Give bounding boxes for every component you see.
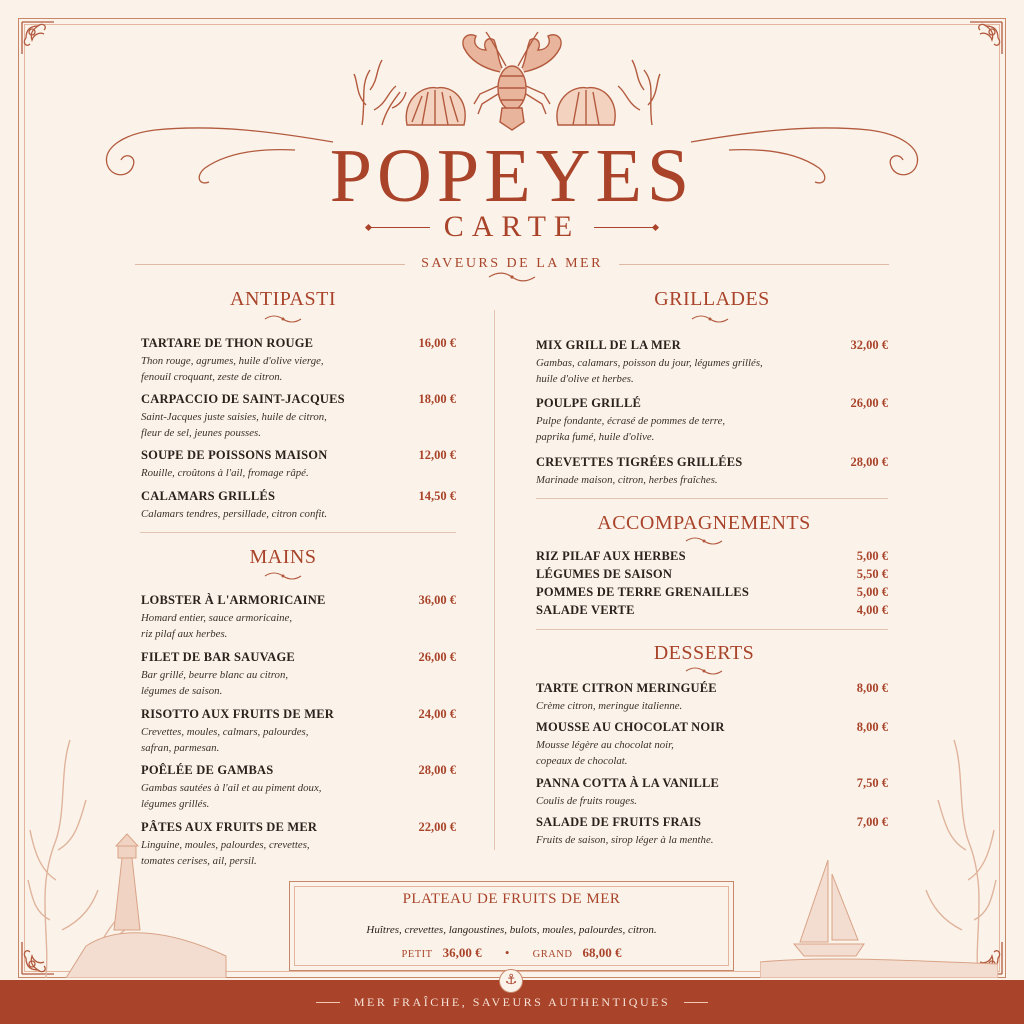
item-price: 4,00 € (856, 603, 888, 617)
item-name: LOBSTER À L'ARMORICAINE (141, 593, 326, 607)
petit-price: 36,00 € (442, 945, 482, 960)
tagline-rule (135, 264, 405, 265)
grand-label: GRAND (532, 949, 573, 960)
item-price: 8,00 € (856, 681, 888, 695)
item-price: 14,50 € (418, 489, 456, 503)
menu-item (536, 776, 719, 809)
menu-subtitle: CARTE (443, 210, 581, 243)
tagline-rule (619, 264, 889, 265)
item-name: CALAMARS GRILLÉS (141, 489, 276, 503)
item-description: Homard entier, sauce armoricaine, riz pilaf aux herbes. (141, 612, 293, 640)
menu-item (141, 392, 345, 441)
subtitle-rule (594, 227, 656, 228)
item-description: Bar grillé, beurre blanc au citron, légumes de saison. (141, 669, 289, 697)
menu-item (536, 396, 725, 445)
petit-label: PETIT (401, 949, 433, 960)
section-rule (536, 629, 888, 630)
footer-text: MER FRAÎCHE, SAVEURS AUTHENTIQUES (353, 994, 671, 1009)
tagline: SAVEURS DE LA MER (421, 256, 603, 271)
sailboat-coral-illustration-icon (760, 730, 998, 978)
subtitle-row (0, 210, 1024, 244)
item-name: POULPE GRILLÉ (536, 396, 642, 410)
section-title-grillades: GRILLADES (654, 288, 770, 310)
item-description: Fruits de saison, sirop léger à la menthe. (536, 834, 714, 846)
item-price: 7,50 € (856, 776, 888, 790)
item-price: 26,00 € (850, 396, 888, 410)
item-name: CARPACCIO DE SAINT-JACQUES (141, 392, 345, 406)
section-title-mains: MAINS (249, 546, 317, 568)
item-price: 7,00 € (856, 815, 888, 829)
menu-item (536, 338, 763, 387)
lighthouse-coral-illustration-icon (26, 730, 256, 978)
menu-item (536, 720, 725, 769)
item-price: 28,00 € (850, 455, 888, 469)
item-name: FILET DE BAR SAUVAGE (141, 650, 295, 664)
item-name: TARTARE DE THON ROUGE (141, 336, 314, 350)
item-description: Thon rouge, agrumes, huile d'olive vierge, fenouil croquant, zeste de citron. (141, 355, 324, 383)
corner-ornament-icon (966, 18, 1006, 58)
subtitle-rule (368, 227, 430, 228)
item-name: POÊLÉE DE GAMBAS (141, 763, 274, 777)
side-item (536, 585, 749, 600)
item-description: Coulis de fruits rouges. (536, 795, 637, 807)
item-description: Crème citron, meringue italienne. (536, 700, 683, 712)
restaurant-title: POPEYES (329, 134, 695, 218)
side-item (536, 549, 686, 564)
item-price: 18,00 € (418, 392, 456, 406)
item-description: Pulpe fondante, écrasé de pommes de terre, paprika fumé, huile d'olive. (536, 415, 726, 443)
item-description: Gambas sautées à l'ail et au piment doux, légumes grillés. (141, 782, 322, 810)
item-name: SALADE VERTE (536, 603, 635, 617)
item-price: 8,00 € (856, 720, 888, 734)
item-description: Calamars tendres, persillade, citron confit. (141, 508, 328, 520)
item-price: 5,00 € (856, 549, 888, 563)
corner-ornament-icon (18, 18, 58, 58)
item-description: Linguine, moules, palourdes, crevettes, tomates cerises, ail, persil. (141, 839, 310, 867)
menu-item (141, 650, 295, 699)
item-price: 16,00 € (418, 336, 456, 350)
item-description: Gambas, calamars, poisson du jour, légumes grillés, huile d'olive et herbes. (536, 357, 763, 385)
section-rule (536, 498, 888, 499)
menu-item (536, 681, 717, 714)
menu-item (141, 336, 324, 385)
item-price: 28,00 € (418, 763, 456, 777)
item-name: MOUSSE AU CHOCOLAT NOIR (536, 720, 725, 734)
section-title-antipasti: ANTIPASTI (230, 288, 336, 310)
item-name: RIZ PILAF AUX HERBES (536, 549, 686, 563)
item-name: PANNA COTTA À LA VANILLE (536, 776, 720, 790)
small-ornament-icon (690, 314, 730, 324)
plateau-title: PLATEAU DE FRUITS DE MER (402, 891, 621, 907)
column-divider (494, 310, 495, 850)
item-description: Marinade maison, citron, herbes fraîches. (536, 474, 718, 486)
footer-rule (316, 1002, 340, 1003)
tagline-row (135, 256, 889, 272)
item-description: Rouille, croûtons à l'ail, fromage râpé. (141, 467, 309, 479)
side-item (536, 567, 672, 582)
small-ornament-icon (263, 571, 303, 581)
item-name: SALADE DE FRUITS FRAIS (536, 815, 702, 829)
section-title-accompagnements: ACCOMPAGNEMENTS (597, 512, 811, 534)
menu-item (141, 593, 326, 642)
item-price: 26,00 € (418, 650, 456, 664)
small-ornament-icon (684, 666, 724, 676)
item-name: SOUPE DE POISSONS MAISON (141, 448, 328, 462)
side-item (536, 603, 635, 618)
section-rule (140, 532, 456, 533)
item-description: Saint-Jacques juste saisies, huile de citron, fleur de sel, jeunes pousses. (141, 411, 327, 439)
price-separator: • (504, 945, 510, 960)
menu-item (141, 489, 327, 522)
item-price: 24,00 € (418, 707, 456, 721)
item-price: 32,00 € (850, 338, 888, 352)
small-ornament-icon (487, 272, 537, 282)
plateau-box (289, 881, 734, 971)
item-name: RISOTTO AUX FRUITS DE MER (141, 707, 335, 721)
menu-item (536, 455, 742, 488)
menu-item (141, 448, 327, 481)
item-name: PÂTES AUX FRUITS DE MER (141, 820, 318, 834)
item-name: POMMES DE TERRE GRENAILLES (536, 585, 749, 599)
plateau-description: Huîtres, crevettes, langoustines, bulots, moules, palourdes, citron. (366, 924, 657, 936)
item-description: Mousse légère au chocolat noir, copeaux de chocolat. (536, 739, 674, 767)
item-name: LÉGUMES DE SAISON (536, 567, 673, 581)
item-name: CREVETTES TIGRÉES GRILLÉES (536, 455, 743, 469)
anchor-icon: ⚓ (499, 969, 523, 993)
lobster-illustration-icon (352, 30, 672, 135)
item-description: Crevettes, moules, calmars, palourdes, safran, parmesan. (141, 726, 309, 754)
item-price: 12,00 € (418, 448, 456, 462)
item-price: 5,50 € (856, 567, 888, 581)
item-price: 5,00 € (856, 585, 888, 599)
item-price: 36,00 € (418, 593, 456, 607)
section-title-desserts: DESSERTS (653, 642, 755, 664)
plateau-prices (290, 945, 733, 961)
item-name: MIX GRILL DE LA MER (536, 338, 681, 352)
item-name: TARTE CITRON MERINGUÉE (536, 681, 717, 695)
item-price: 22,00 € (418, 820, 456, 834)
small-ornament-icon (263, 314, 303, 324)
footer-rule (684, 1002, 708, 1003)
menu-item (536, 815, 713, 848)
small-ornament-icon (684, 536, 724, 546)
grand-price: 68,00 € (582, 945, 622, 960)
